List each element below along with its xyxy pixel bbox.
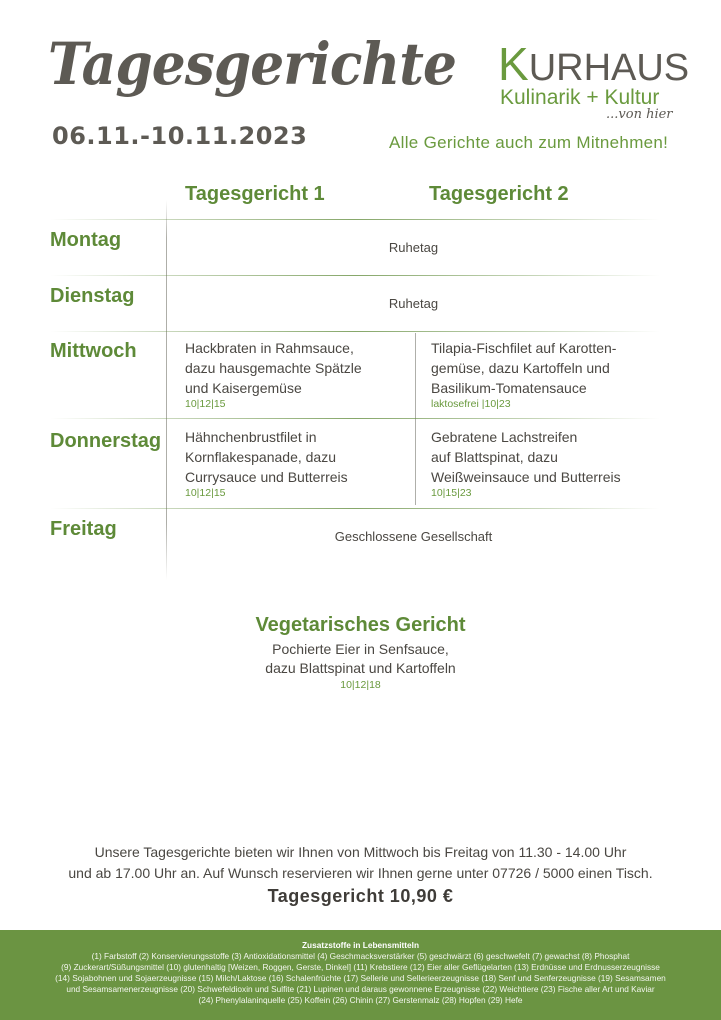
allergen-codes: 10|12|15 — [185, 487, 226, 499]
logo-name: URHAUS — [528, 47, 690, 89]
dish-line: Hähnchenbrustfilet in — [185, 429, 317, 445]
dish-line: Kornflakespanade, dazu — [185, 449, 336, 465]
dish-line: Pochierte Eier in Senfsauce, — [272, 641, 449, 657]
dish-line: Tilapia-Fischfilet auf Karotten- — [431, 340, 617, 356]
vegetarian-title: Vegetarisches Gericht — [255, 614, 466, 636]
row-divider — [50, 219, 660, 220]
dish-mittwoch-1 — [185, 338, 410, 411]
additives-line: (1) Farbstoff (2) Konservierungsstoffe (3) Antioxidationsmittel (4) Geschmacksverstärker (5) geschwärzt (6) geschwefelt (7) gewachst (8) Phosphat — [91, 951, 630, 961]
row-divider — [50, 508, 660, 509]
date-range: 06.11.-10.11.2023 — [52, 122, 308, 150]
additives-line: (9) Zuckerart/Süßungsmittel (10) glutenhaltig [Weizen, Roggen, Gerste, Dinkel] (11) Krebstiere (12) Eier aller Geflügelarten (13) Erdnüsse und Erdnusserzeugnisse — [61, 962, 660, 972]
vegetarian-description — [0, 640, 721, 678]
dish-donnerstag-2 — [431, 427, 656, 500]
price: Tagesgericht 10,90 € — [267, 886, 454, 906]
dish-mittwoch-2 — [431, 338, 656, 411]
logo-initial: K — [498, 38, 529, 90]
dish-line: Basilikum-Tomatensauce — [431, 380, 587, 396]
column-divider — [166, 200, 167, 580]
day-label-freitag: Freitag — [50, 518, 117, 540]
row-divider — [50, 331, 660, 332]
logo-tagline: ...von hier — [606, 107, 673, 122]
additives-line: und Sesamsamenerzeugnisse (20) Schwefeldioxin und Sulfite (21) Lupinen und daraus gewonnene Erzeugnisse (22) Weichtiere (23) Fische aller Art und Kaviar — [66, 984, 655, 994]
info-line: Unsere Tagesgerichte bieten wir Ihnen von Mittwoch bis Freitag von 11.30 - 14.00 Uhr — [94, 844, 627, 860]
dish-line: dazu hausgemachte Spätzle — [185, 360, 362, 376]
additives-line: (24) Phenylalaninquelle (25) Koffein (26) Chinin (27) Gerstenmalz (28) Hopfen (29) Hefe — [198, 995, 523, 1005]
page-title: Tagesgerichte — [48, 30, 457, 98]
allergen-codes: 10|12|15 — [185, 398, 226, 410]
takeaway-note: Alle Gerichte auch zum Mitnehmen! — [389, 133, 669, 152]
column-header-dish-2: Tagesgericht 2 — [429, 183, 569, 205]
dish-line: und Kaisergemüse — [185, 380, 302, 396]
allergen-codes: laktosefrei |10|23 — [431, 398, 511, 410]
dish-line: Weißweinsauce und Butterreis — [431, 469, 621, 485]
vegetarian-allergen-codes: 10|12|18 — [340, 679, 381, 691]
day-note-montag: Ruhetag — [388, 240, 439, 255]
dish-donnerstag-1 — [185, 427, 410, 500]
row-divider — [50, 275, 660, 276]
day-label-montag: Montag — [50, 229, 122, 251]
dish-line: Hackbraten in Rahmsauce, — [185, 340, 354, 356]
opening-info — [0, 842, 721, 884]
day-label-donnerstag: Donnerstag — [50, 430, 162, 452]
additives-footer — [0, 930, 721, 1020]
additives-line: (14) Sojabohnen und Sojaerzeugnisse (15) Milch/Laktose (16) Schalenfrüchte (17) Sellerie und Sellerieerzeugnisse (18) Senf und Senferzeugnisse (19) Sesamsamen — [55, 973, 666, 983]
dish-line: dazu Blattspinat und Kartoffeln — [265, 660, 456, 676]
dish-line: auf Blattspinat, dazu — [431, 449, 558, 465]
day-label-mittwoch: Mittwoch — [50, 340, 137, 362]
day-note-freitag: Geschlossene Gesellschaft — [334, 529, 493, 544]
additives-title: Zusatzstoffe in Lebensmitteln — [301, 940, 420, 950]
row-divider — [50, 418, 660, 419]
dish-line: gemüse, dazu Kartoffeln und — [431, 360, 610, 376]
dish-line: Gebratene Lachstreifen — [431, 429, 578, 445]
dish-divider — [415, 333, 416, 505]
dish-line: Currysauce und Butterreis — [185, 469, 348, 485]
day-note-dienstag: Ruhetag — [388, 296, 439, 311]
allergen-codes: 10|15|23 — [431, 487, 472, 499]
day-label-dienstag: Dienstag — [50, 285, 135, 307]
logo-subtitle: Kulinarik + Kultur — [500, 86, 660, 109]
logo — [498, 38, 690, 90]
column-header-dish-1: Tagesgericht 1 — [185, 183, 325, 205]
info-line: und ab 17.00 Uhr an. Auf Wunsch reservieren wir Ihnen gerne unter 07726 / 5000 einen Tisch. — [68, 865, 653, 881]
